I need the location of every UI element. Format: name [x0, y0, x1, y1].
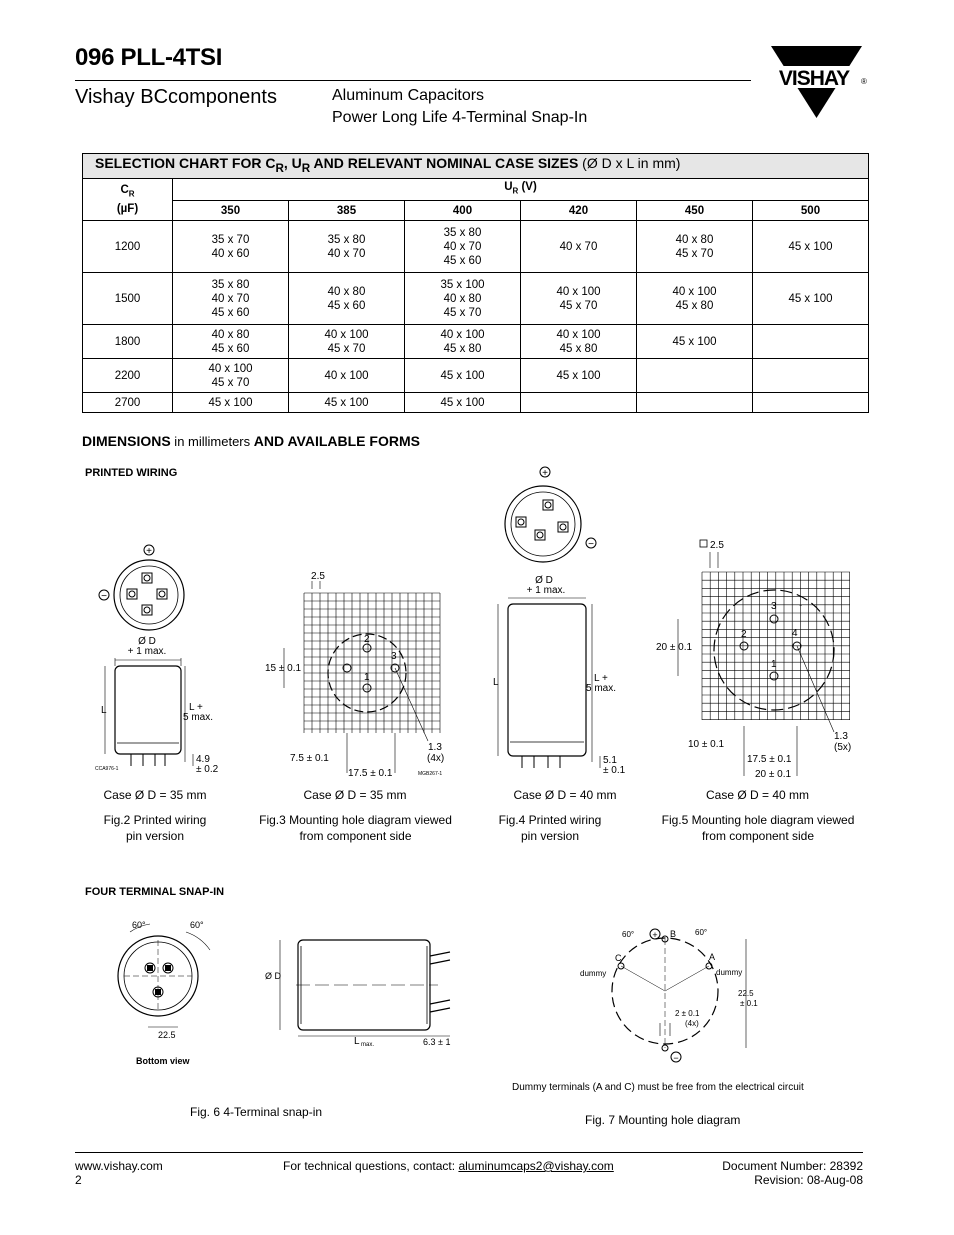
- case-size: 45 x 100: [440, 396, 485, 409]
- case-size-cell: [173, 359, 289, 393]
- fig3-case: Case Ø D = 35 mm: [303, 788, 407, 802]
- fig7-angle-2: 60°: [695, 928, 708, 937]
- fig5-height-dim: 20 ± 0.1: [656, 642, 693, 653]
- case-size: 35 x 70: [211, 233, 250, 246]
- capacitance-cell: 1500: [83, 273, 173, 325]
- fig5-caption: Fig.5 Mounting hole diagram viewed from component side: [661, 813, 855, 843]
- fig3-drawing: [260, 565, 460, 780]
- fig5-hole-3: 3: [771, 601, 777, 612]
- fig4-caption: Fig.4 Printed wiring pin version: [498, 813, 602, 843]
- case-size: 45 x 100: [208, 396, 253, 409]
- case-size-cell: [405, 221, 521, 273]
- case-size-cell: [289, 325, 405, 359]
- case-size: 35 x 80: [211, 278, 250, 291]
- case-size: 45 x 80: [443, 342, 482, 355]
- case-size: 40 x 100: [440, 328, 485, 341]
- case-size-cell: [405, 359, 521, 393]
- case-size: 45 x 100: [788, 240, 833, 253]
- fig6-bottom-view-label: Bottom view: [136, 1056, 190, 1066]
- case-size-cell: [173, 393, 289, 413]
- fig6-angle-2: 60°: [190, 920, 204, 930]
- fig2-d-tolerance: + 1 max.: [127, 646, 167, 657]
- capacitance-cell: 2700: [83, 393, 173, 413]
- fig3-hole-2: 2: [364, 634, 370, 645]
- case-size: 45 x 70: [327, 342, 366, 355]
- fig2-pin-length-2: ± 0.2: [196, 764, 219, 775]
- case-size: 40 x 80: [211, 328, 250, 341]
- table-row: [83, 325, 869, 359]
- selection-chart-title: SELECTION CHART FOR $C_R$, $U_R$ AND RELEVANT NOMINAL CASE SIZES (Ø D x L in mm): [83, 154, 869, 179]
- fig3-hole-1: 1: [364, 672, 370, 683]
- fig3-hole-3: 3: [391, 651, 397, 662]
- footer-contact: For technical questions, contact: aluminumcaps2@vishay.com: [283, 1159, 614, 1173]
- fig2-pin-length-1: 4.9: [196, 754, 210, 765]
- fig2-l-tolerance-1: L +: [189, 702, 203, 713]
- fig6-l-subscript: max.: [361, 1042, 375, 1048]
- voltage-header: 350: [173, 201, 289, 221]
- case-size: 45 x 100: [324, 396, 369, 409]
- fig6-side-view: [265, 940, 450, 1048]
- fig7-caption: Fig. 7 Mounting hole diagram: [585, 1113, 741, 1127]
- voltage-header: 385: [289, 201, 405, 221]
- subtitle-line-2: Power Long Life 4-Terminal Snap-In: [332, 109, 588, 126]
- fig2-plus-symbol: +: [146, 546, 152, 557]
- case-size-cell: [521, 359, 637, 393]
- product-subtitle: [332, 85, 587, 129]
- fig4-drawing: [488, 462, 638, 782]
- fig7-pitch-1: 22.5: [738, 989, 754, 998]
- fig5-hole-minus: -: [799, 600, 803, 611]
- fig6-pin-length: 6.3 ± 1: [423, 1037, 451, 1047]
- case-size: 40 x 80: [675, 233, 714, 246]
- case-size: 40 x 70: [211, 292, 250, 305]
- capacitance-cell: 1800: [83, 325, 173, 359]
- case-size-cell: [289, 359, 405, 393]
- ur-header: $U_R$ (V): [173, 179, 869, 201]
- fig4-minus-symbol: −: [588, 539, 594, 550]
- case-size: 45 x 60: [211, 342, 250, 355]
- case-size: 40 x 100: [556, 285, 601, 298]
- table-row: [83, 273, 869, 325]
- case-size: 40 x 80: [327, 285, 366, 298]
- fig7-label-a: A: [709, 952, 716, 962]
- logo-text: VISHAY: [778, 67, 850, 90]
- case-size: 45 x 100: [788, 292, 833, 305]
- voltage-header: 420: [521, 201, 637, 221]
- cr-header: $C_R$ (µF): [83, 179, 173, 221]
- selection-chart-table: [82, 153, 869, 413]
- footer-email-link[interactable]: aluminumcaps2@vishay.com: [458, 1159, 614, 1173]
- case-size-cell: [289, 273, 405, 325]
- fig5-hole-size-2: (5x): [834, 742, 852, 753]
- case-size-cell: [521, 325, 637, 359]
- case-size: 45 x 100: [440, 369, 485, 382]
- case-size-cell: [521, 221, 637, 273]
- footer-rule: [75, 1152, 863, 1153]
- case-size-cell: [753, 359, 869, 393]
- voltage-header-row: [83, 201, 869, 221]
- case-size-cell: [637, 325, 753, 359]
- case-size-cell: [637, 393, 753, 413]
- voltage-header: 500: [753, 201, 869, 221]
- case-size-cell: [637, 221, 753, 273]
- fig4-pin-length-1: 5.1: [603, 755, 617, 766]
- fig3-code: MGB267-1: [418, 771, 443, 777]
- fig4-case: Case Ø D = 40 mm: [513, 788, 617, 802]
- case-size-cell: [405, 325, 521, 359]
- case-size-cell: [637, 273, 753, 325]
- fig5-hole-2: 2: [741, 629, 747, 640]
- voltage-header: 450: [637, 201, 753, 221]
- fig6-l-label: L: [354, 1036, 360, 1047]
- case-size: 45 x 60: [211, 306, 250, 319]
- fig5-case: Case Ø D = 40 mm: [705, 788, 810, 802]
- fig5-width-dim-2: 17.5 ± 0.1: [747, 754, 792, 765]
- case-size: 45 x 70: [211, 376, 250, 389]
- footer-left: [75, 1159, 163, 1187]
- fig5-hole-size-1: 1.3: [834, 731, 848, 742]
- case-size-cell: [521, 273, 637, 325]
- vishay-logo: [768, 44, 868, 120]
- logo-registered-mark: ®: [861, 77, 867, 86]
- case-size-cell: [521, 393, 637, 413]
- table-row: [83, 221, 869, 273]
- footer-page-number: 2: [75, 1173, 82, 1187]
- fig7-plus-symbol: +: [652, 930, 658, 940]
- fig4-l-label: L: [493, 677, 499, 688]
- case-size: 45 x 100: [672, 335, 717, 348]
- case-size-cell: [173, 273, 289, 325]
- fig2-case: Case Ø D = 35 mm: [103, 788, 207, 802]
- table-row: [83, 393, 869, 413]
- fig7-label-b: B: [670, 929, 677, 939]
- printed-wiring-label: PRINTED WIRING: [85, 467, 178, 479]
- fig6-d-label: Ø D: [265, 971, 282, 981]
- case-size: 35 x 80: [327, 233, 366, 246]
- case-size: 45 x 60: [327, 299, 366, 312]
- fig7-label-c: C: [615, 953, 622, 963]
- fig3-width-dim-1: 7.5 ± 0.1: [290, 753, 329, 764]
- fig4-top-view: [505, 467, 596, 562]
- case-size: 40 x 100: [208, 362, 253, 375]
- case-size: 45 x 100: [556, 369, 601, 382]
- fig7-hole-size-1: 2 ± 0.1: [675, 1009, 700, 1018]
- case-size: 40 x 80: [443, 292, 482, 305]
- fig2-d-label: Ø D: [138, 636, 156, 647]
- footer-revision: Revision: 08-Aug-08: [754, 1173, 863, 1187]
- fig2-minus-symbol: −: [101, 591, 107, 602]
- fig2-caption: Fig.2 Printed wiring pin version: [103, 813, 207, 843]
- selection-chart-body: [83, 221, 869, 413]
- fig5-grid-label: 2.5: [710, 540, 724, 551]
- case-size: 45 x 70: [675, 247, 714, 260]
- case-size: 35 x 100: [440, 278, 485, 291]
- subtitle-line-1: Aluminum Capacitors: [332, 87, 485, 104]
- case-size: 45 x 80: [559, 342, 598, 355]
- fig7-pitch-2: ± 0.1: [740, 999, 758, 1008]
- four-terminal-label: FOUR TERMINAL SNAP-IN: [85, 886, 225, 898]
- fig6-drawing: [110, 912, 470, 1072]
- fig4-capacitor-body: [508, 604, 586, 756]
- fig6-pitch: 22.5: [158, 1030, 176, 1040]
- case-size-cell: [173, 221, 289, 273]
- fig5-width-dim-3: 20 ± 0.1: [755, 769, 792, 780]
- case-size: 45 x 70: [443, 306, 482, 319]
- capacitance-cell: 1200: [83, 221, 173, 273]
- case-size: 45 x 80: [675, 299, 714, 312]
- case-size: 40 x 100: [672, 285, 717, 298]
- fig6-angle-1: 60°: [132, 920, 146, 930]
- fig2-capacitor-body: [115, 666, 181, 754]
- fig2-code: CCA976-1: [95, 766, 119, 772]
- fig7-note: Dummy terminals (A and C) must be free from the electrical circuit: [512, 1082, 804, 1093]
- case-size: 40 x 100: [324, 369, 369, 382]
- fig5-width-dim-1: 10 ± 0.1: [688, 739, 725, 750]
- case-size-cell: [753, 393, 869, 413]
- fig4-d-tolerance: + 1 max.: [526, 585, 566, 596]
- case-size-cell: [637, 359, 753, 393]
- fig7-dummy-c: dummy: [580, 969, 607, 978]
- fig5-drawing: [652, 536, 867, 781]
- footer-doc-number: Document Number: 28392: [722, 1159, 863, 1173]
- case-size: 40 x 100: [556, 328, 601, 341]
- case-size-cell: [289, 221, 405, 273]
- fig2-l-tolerance-2: 5 max.: [183, 712, 214, 723]
- fig3-height-dim: 15 ± 0.1: [265, 663, 302, 674]
- case-size-cell: [753, 273, 869, 325]
- case-size: 40 x 70: [443, 240, 482, 253]
- fig4-plus-symbol: +: [542, 468, 548, 479]
- case-size-cell: [173, 325, 289, 359]
- fig4-l-tolerance-1: L +: [594, 673, 608, 684]
- case-size: 40 x 70: [559, 240, 598, 253]
- fig5-hole-1: 1: [771, 659, 777, 670]
- fig2-l-label: L: [101, 705, 107, 716]
- fig3-width-dim-2: 17.5 ± 0.1: [348, 768, 393, 779]
- fig2-drawing: [85, 540, 245, 780]
- case-size: 35 x 80: [443, 226, 482, 239]
- fig6-bottom-view: [118, 920, 210, 1066]
- dimensions-heading: DIMENSIONS in millimeters AND AVAILABLE FORMS: [82, 433, 420, 449]
- case-size: 45 x 60: [443, 254, 482, 267]
- case-size-cell: [753, 325, 869, 359]
- footer-right: [663, 1159, 863, 1187]
- case-size-cell: [405, 273, 521, 325]
- fig3-grid-label: 2.5: [311, 571, 325, 582]
- fig4-d-label: Ø D: [535, 575, 553, 586]
- fig7-dummy-a: dummy: [716, 968, 743, 977]
- fig5-hole-4: 4: [792, 628, 798, 639]
- fig4-pin-length-2: ± 0.1: [603, 765, 626, 776]
- case-size: 40 x 60: [211, 247, 250, 260]
- fig3-caption: Fig.3 Mounting hole diagram viewed from component side: [259, 813, 452, 843]
- fig3-hole-size-1: 1.3: [428, 742, 442, 753]
- fig7-minus-symbol: −: [673, 1053, 679, 1063]
- document-title: 096 PLL-4TSI: [75, 44, 223, 71]
- header-rule: [75, 80, 751, 81]
- fig6-caption: Fig. 6 4-Terminal snap-in: [190, 1105, 323, 1119]
- fig4-l-tolerance-2: 5 max.: [586, 683, 617, 694]
- case-size: 40 x 100: [324, 328, 369, 341]
- capacitance-cell: 2200: [83, 359, 173, 393]
- voltage-header: 400: [405, 201, 521, 221]
- case-size-cell: [405, 393, 521, 413]
- table-row: [83, 359, 869, 393]
- fig7-angle-1: 60°: [622, 930, 635, 939]
- fig7-drawing: [578, 918, 798, 1068]
- case-size: 40 x 70: [327, 247, 366, 260]
- fig3-hole-size-2: (4x): [427, 753, 445, 764]
- fig7-hole-size-2: (4x): [685, 1019, 699, 1028]
- fig5-grid: [702, 572, 850, 720]
- case-size-cell: [753, 221, 869, 273]
- company-name: Vishay BCcomponents: [75, 86, 277, 108]
- case-size: 45 x 70: [559, 299, 598, 312]
- footer-website-link[interactable]: www.vishay.com: [75, 1159, 163, 1173]
- fig2-top-view: [99, 545, 184, 630]
- case-size-cell: [289, 393, 405, 413]
